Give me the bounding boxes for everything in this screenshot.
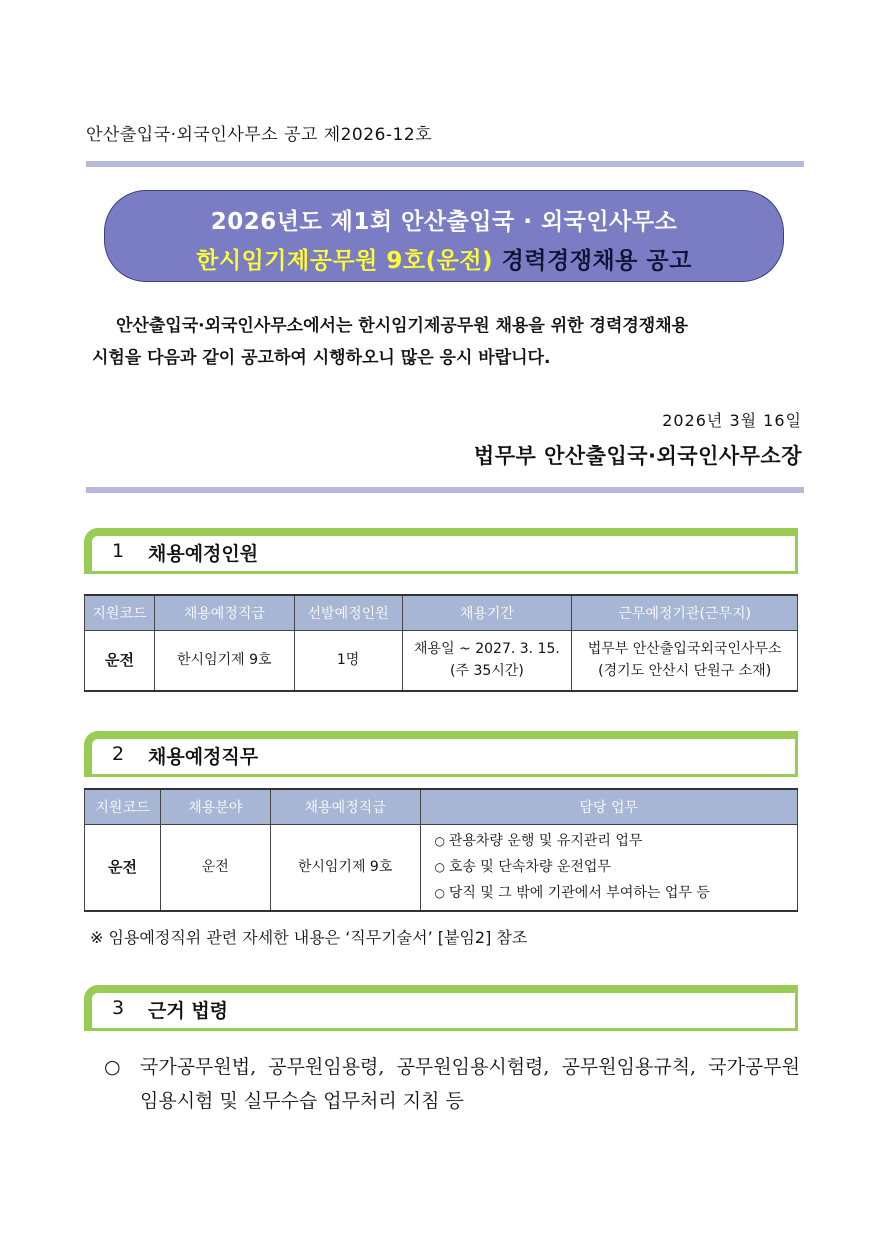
legal-basis-text: 국가공무원법, 공무원임용령, 공무원임용시험령, 공무원임용규칙, 국가공무원 임용시험 및 실무수습 업무처리 지침 등: [140, 1056, 800, 1112]
intro-line1: 안산출입국·외국인사무소에서는 한시임기제공무원 채용을 위한 경력경쟁채용: [116, 316, 689, 336]
intro-line2: 시험을 다음과 같이 공고하여 시행하오니 많은 응시 바랍니다.: [92, 348, 551, 368]
title-rest: 경력경쟁채용 공고: [493, 248, 692, 274]
col-header: 채용예정직급: [270, 789, 420, 825]
intro-paragraph: [86, 310, 802, 374]
section3-header: [84, 985, 798, 1031]
bottom-divider: [86, 487, 804, 493]
duty-item: ○ 관용차량 운행 및 유지관리 업무: [435, 828, 797, 854]
title-line2: [105, 242, 783, 275]
top-divider: [86, 161, 804, 167]
section3-number: 3: [112, 997, 125, 1019]
notice-number: 안산출입국·외국인사무소 공고 제2026-12호: [86, 125, 433, 145]
section1-header: [84, 528, 798, 574]
table-header-row: [85, 789, 798, 825]
duties-cell: [420, 825, 797, 911]
section1-title: 채용예정인원: [148, 543, 259, 565]
col-header: 지원코드: [85, 789, 161, 825]
col-header: 근무예정기관(근무지): [572, 595, 798, 631]
notice-date: 2026년 3월 16일: [662, 411, 802, 430]
grade-cell: 한시임기제 9호: [270, 825, 420, 911]
section2-table: [84, 788, 798, 912]
signer: 법무부 안산출입국·외국인사무소장: [473, 444, 802, 468]
count-cell: 1명: [294, 631, 402, 691]
col-header: 담당 업무: [420, 789, 797, 825]
section1-table: [84, 594, 798, 692]
duty-item: ○ 호송 및 단속차량 운전업무: [435, 854, 797, 880]
title-highlight: 한시임기제공무원 9호(운전): [196, 248, 494, 274]
title-banner: [104, 190, 784, 282]
col-header: 선발예정인원: [294, 595, 402, 631]
section2-header: [84, 731, 798, 777]
period-cell: [402, 631, 572, 691]
field-cell: 운전: [160, 825, 270, 911]
section1-number: 1: [112, 540, 125, 562]
section2-number: 2: [112, 743, 125, 765]
reference-note: ※ 임용예정직위 관련 자세한 내용은 ‘직무기술서’ [붙임2] 참조: [90, 928, 528, 947]
agency-line2: (경기도 안산시 단원구 소재): [598, 663, 772, 680]
col-header: 채용기간: [402, 595, 572, 631]
legal-basis: [104, 1050, 800, 1118]
col-header: 채용분야: [160, 789, 270, 825]
support-code: 운전: [85, 825, 161, 911]
table-row: [85, 631, 798, 691]
agency-line1: 법무부 안산출입국외국인사무소: [587, 641, 782, 658]
col-header: 채용예정직급: [154, 595, 294, 631]
section3-title: 근거 법령: [148, 1000, 229, 1022]
duty-item: ○ 당직 및 그 밖에 기관에서 부여하는 업무 등: [435, 880, 797, 906]
grade-cell: 한시임기제 9호: [154, 631, 294, 691]
col-header: 지원코드: [85, 595, 155, 631]
table-header-row: [85, 595, 798, 631]
agency-cell: [572, 631, 798, 691]
section2-title: 채용예정직무: [148, 746, 259, 768]
title-line1: 2026년도 제1회 안산출입국 · 외국인사무소: [210, 209, 678, 235]
period-line2: (주 35시간): [450, 663, 524, 680]
bullet-circle-icon: ○: [104, 1056, 121, 1078]
period-line1: 채용일 ~ 2027. 3. 15.: [414, 641, 560, 658]
table-row: [85, 825, 798, 911]
support-code: 운전: [85, 631, 155, 691]
